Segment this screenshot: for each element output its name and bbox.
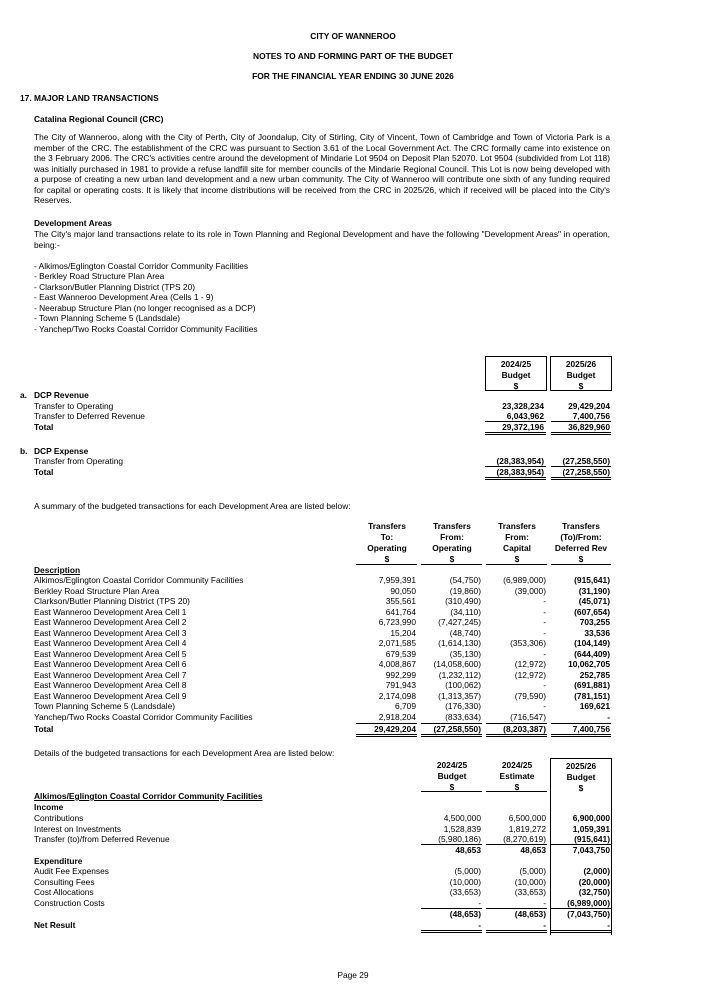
cell-value: (79,590) [514,690,546,701]
row-label: East Wanneroo Development Area Cell 8 [34,680,187,690]
cell-value: 6,500,000 [508,813,546,823]
header-text: $ [449,782,455,792]
cell-value: 1,528,839 [443,823,481,834]
header-text: Budget [566,772,596,782]
cell-value: 791,943 [385,680,416,690]
double-underline [551,734,611,737]
cell-value: 7,959,391 [378,575,416,585]
dcp-revenue-title: DCP Revenue [34,390,89,400]
income-label: Income [34,802,64,812]
list-item: - Neerabup Structure Plan (no longer recognised as a DCP) [34,303,256,313]
cell-value: (915,641) [574,834,610,844]
underline [356,564,417,565]
row-label: Yanchep/Two Rocks Coastal Corridor Community Facilities [34,711,253,722]
cell-value: (176,330) [445,701,481,711]
header-text: Operating [432,543,472,553]
cell-value: (31,190) [578,585,610,596]
cell-value: (100,062) [445,680,481,690]
cell-value: (915,641) [574,575,610,585]
list-item: - Berkley Road Structure Plan Area [34,271,165,281]
cell-value: 6,709 [395,701,416,711]
total-value: (8,203,387) [503,724,546,734]
cell-value: - [543,680,546,690]
cell-value: (833,634) [445,711,481,722]
cell-value: - [543,617,546,627]
cell-value: 2,071,585 [378,638,416,648]
double-underline [486,930,547,933]
cell-value: (20,000) [578,876,610,887]
cell-value: - [543,606,546,617]
header-text: (To)/From: [560,532,602,542]
row-label: Construction Costs [34,897,105,908]
row-label: Transfer to Operating [34,401,114,411]
double-underline [486,734,547,737]
double-underline [421,734,482,737]
cell-value: (12,972) [514,659,546,669]
double-underline [551,477,611,480]
cell-value: - [543,648,546,659]
cell-value: (10,000) [449,876,481,887]
subtotal-value: 48,653 [520,845,546,855]
cell-value: (353,306) [510,638,546,648]
cell-value: (19,860) [449,585,481,596]
total-value: (28,383,954) [496,467,544,477]
list-item: - Clarkson/Butler Planning District (TPS 20) [34,282,196,292]
header-text: Budget [437,771,467,781]
summary-col-header [356,521,418,565]
net-result-value: - [543,920,546,930]
row-label: Town Planning Scheme 5 (Landsdale) [34,701,176,711]
cell-value: (691,881) [574,680,610,690]
report-entity: CITY OF WANNEROO [310,31,396,41]
underline [421,791,482,792]
cell-value: (104,149) [574,638,610,648]
underline [486,564,547,565]
cell-value: 90,050 [390,585,416,596]
cell-value: (27,258,550) [562,456,610,466]
header-text: $ [514,554,520,564]
header-text: Transfers [562,521,600,531]
details-col-header [421,758,483,793]
cell-value: (10,000) [514,876,546,887]
cell-value: (48,740) [449,627,481,638]
total-value: 29,372,196 [502,422,544,432]
cell-value: (310,490) [445,596,481,606]
cell-value: 33,536 [584,627,610,638]
header-text: $ [578,783,584,793]
cell-value: (6,989,000) [567,897,610,908]
summary-intro: A summary of the budgeted transactions for each Development Area are listed below: [34,501,351,511]
cell-value: 679,539 [385,648,416,659]
underline [486,791,547,792]
cell-value: (2,000) [583,866,610,876]
header-text: $ [449,554,455,564]
cell-value: (5,000) [454,866,481,876]
cell-value: (33,653) [449,887,481,897]
double-underline [551,930,611,933]
header-text: Transfers [498,521,536,531]
double-underline [485,432,546,435]
cell-value: (1,313,357) [438,690,481,701]
row-label: Clarkson/Butler Planning District (TPS 20) [34,596,190,606]
header-text: 2024/25 [436,760,468,770]
area-title: Alkimos/Eglington Coastal Corridor Community Facilities [34,791,263,801]
cell-value: - [607,711,610,722]
total-value: 36,829,960 [568,422,610,432]
crc-paragraph: The City of Wanneroo, along with the City of Perth, City of Joondalup, City of Stirling, City of Vincent, Town of Cambridge and Town of Victoria Park is a member of the CRC. The establishment of the CRC was pursuant to Section 3.61 of the Local Government Act. The CRC formally came into existence on the 3 February 2006. The CRC's activities centre around the development of Mindarie Lot 9504 on Deposit Plan 52070. Lot 9504 (subdivided from Lot 118) was initially purchased in 1981 to provide a refuse landfill site for member councils of the Mindarie Regional Council. This Lot is now being developed with a purpose of creating a new urban land development and a new urban community. The City of Wanneroo will contribute one sixth of any funding required for capital or operating costs. It is likely that income distributions will be received from the CRC in 2025/26, which if received will be placed into the City's Reserves. [34,132,610,205]
cell-value: 23,328,234 [502,401,544,411]
underline [421,564,482,565]
cell-value: - [543,627,546,638]
summary-col-header [421,521,483,565]
cell-value: (1,232,112) [438,669,481,680]
header-text: To: [380,532,394,542]
cell-value: (54,750) [449,575,481,585]
report-period: FOR THE FINANCIAL YEAR ENDING 30 JUNE 2026 [252,71,454,81]
cell-value: - [543,701,546,711]
dev-areas-heading: Development Areas [34,218,112,228]
list-item: - East Wanneroo Development Area (Cells 1 - 9) [34,292,214,302]
cell-value: 4,500,000 [443,813,481,823]
section-title: 17. MAJOR LAND TRANSACTIONS [20,93,159,103]
cell-value: (6,989,000) [503,575,546,585]
cell-value: (5,980,186) [438,834,481,844]
row-label: East Wanneroo Development Area Cell 3 [34,627,187,638]
cell-value: 2,918,204 [378,711,416,722]
list-item: - Alkimos/Eglington Coastal Corridor Community Facilities [34,261,249,271]
crc-heading: Catalina Regional Council (CRC) [34,114,164,124]
net-result-value: - [478,920,481,930]
cell-value: 1,819,272 [508,823,546,834]
list-item: - Yanchep/Two Rocks Coastal Corridor Community Facilities [34,324,258,334]
cell-value: 6,900,000 [572,813,610,823]
report-title: NOTES TO AND FORMING PART OF THE BUDGET [253,51,453,61]
row-label: Berkley Road Structure Plan Area [34,585,160,596]
row-label: East Wanneroo Development Area Cell 6 [34,659,187,669]
cell-value: 6,043,962 [506,411,544,421]
row-label: Cost Allocations [34,887,94,897]
summary-col-header [550,521,612,565]
expenditure-label: Expenditure [34,856,83,866]
header-text: Deferred Rev [554,543,608,553]
double-underline [421,930,482,933]
header-text: 2025/26 [565,359,597,369]
cell-value: (716,547) [510,711,546,722]
row-label: Transfer to Deferred Revenue [34,411,145,421]
header-text: Transfers [433,521,471,531]
cell-value: (8,270,619) [503,834,546,844]
dcp-expense-title: DCP Expense [34,446,89,456]
header-text: $ [578,381,584,391]
cell-value: (33,653) [514,887,546,897]
dcp-revenue-letter: a. [20,390,27,400]
cell-value: (781,151) [574,690,610,701]
cell-value: 10,062,705 [568,659,610,669]
net-result-label: Net Result [34,920,76,930]
cell-value: 641,764 [385,606,416,617]
header-text: $ [578,554,584,564]
cell-value: 7,400,756 [572,411,610,421]
subtotal-value: 7,043,750 [572,845,610,855]
dcp-col-header-2025-26 [550,356,612,391]
header-text: Budget [566,370,596,380]
row-label: Transfer from Operating [34,456,124,466]
cell-value: (35,130) [449,648,481,659]
details-intro: Details of the budgeted transactions for each Development Area are listed below: [34,748,335,758]
double-underline [356,734,417,737]
details-col-header [486,758,548,793]
cell-value: (1,614,130) [438,638,481,648]
header-text: 2024/25 [501,760,533,770]
cell-value: (12,972) [514,669,546,680]
cell-value: 2,174,098 [378,690,416,701]
cell-value: (28,383,954) [496,456,544,466]
total-value: 29,429,204 [374,724,416,734]
row-label: East Wanneroo Development Area Cell 4 [34,638,187,648]
subtotal-value: (48,653) [449,909,481,919]
cell-value: (644,409) [574,648,610,659]
cell-value: 169,621 [579,701,610,711]
double-underline [551,432,611,435]
row-label: East Wanneroo Development Area Cell 9 [34,690,187,701]
page-number: Page 29 [337,970,369,980]
cell-value: (45,071) [578,596,610,606]
cell-value: - [543,596,546,606]
header-text: Capital [503,543,531,553]
cell-value: (39,000) [514,585,546,596]
row-label: East Wanneroo Development Area Cell 2 [34,617,187,627]
cell-value: (7,427,245) [438,617,481,627]
subtotal-value: (7,043,750) [567,909,610,919]
dev-areas-intro: The City's major land transactions relate to its role in Town Planning and Regional Development and have the following "Development Areas" in operation, being:- [34,229,610,250]
row-label: Audit Fee Expenses [34,866,109,876]
row-label: Contributions [34,813,84,823]
cell-value: 29,429,204 [568,401,610,411]
row-label: Consulting Fees [34,876,95,887]
header-text: $ [513,381,519,391]
cell-value: 4,008,867 [378,659,416,669]
total-label: Total [34,724,54,734]
row-label: East Wanneroo Development Area Cell 1 [34,606,187,617]
dcp-col-header-2024-25 [485,356,547,391]
cell-value: (5,000) [519,866,546,876]
header-text: Transfers [368,521,406,531]
summary-col-header [486,521,548,565]
header-text: $ [514,782,520,792]
description-label: Description [34,565,81,575]
row-label: Interest on Investments [34,823,122,834]
cell-value: (14,058,600) [433,659,481,669]
cell-value: (607,654) [574,606,610,617]
list-item: - Town Planning Scheme 5 (Landsdale) [34,313,181,323]
cell-value: 6,723,990 [378,617,416,627]
header-text: 2025/26 [565,761,597,771]
row-label: East Wanneroo Development Area Cell 5 [34,648,187,659]
cell-value: 703,255 [579,617,610,627]
cell-value: (32,750) [578,887,610,897]
cell-value: 252,785 [579,669,610,680]
header-text: $ [384,554,390,564]
cell-value: (34,110) [450,606,481,617]
cell-value: 992,299 [385,669,416,680]
cell-value: - [543,897,546,908]
total-label: Total [34,422,54,432]
total-value: (27,258,550) [433,724,481,734]
cell-value: 15,204 [390,627,416,638]
header-text: Estimate [499,771,535,781]
cell-value: - [478,897,481,908]
header-text: From: [505,532,529,542]
row-label: Alkimos/Eglington Coastal Corridor Community Facilities [34,575,244,585]
header-text: 2024/25 [500,359,532,369]
cell-value: 1,059,391 [572,823,610,834]
net-result-value: - [607,920,610,930]
subtotal-value: 48,653 [455,845,481,855]
total-label: Total [34,467,54,477]
header-text: Budget [501,370,531,380]
total-value: (27,258,550) [562,467,610,477]
dcp-expense-letter: b. [20,446,28,456]
cell-value: 355,561 [385,596,416,606]
row-label: Transfer (to)/from Deferred Revenue [34,834,170,844]
row-label: East Wanneroo Development Area Cell 7 [34,669,187,680]
header-text: Operating [367,543,407,553]
header-text: From: [440,532,464,542]
double-underline [485,477,546,480]
underline [551,564,611,565]
subtotal-value: (48,653) [514,909,546,919]
total-value: 7,400,756 [572,724,610,734]
